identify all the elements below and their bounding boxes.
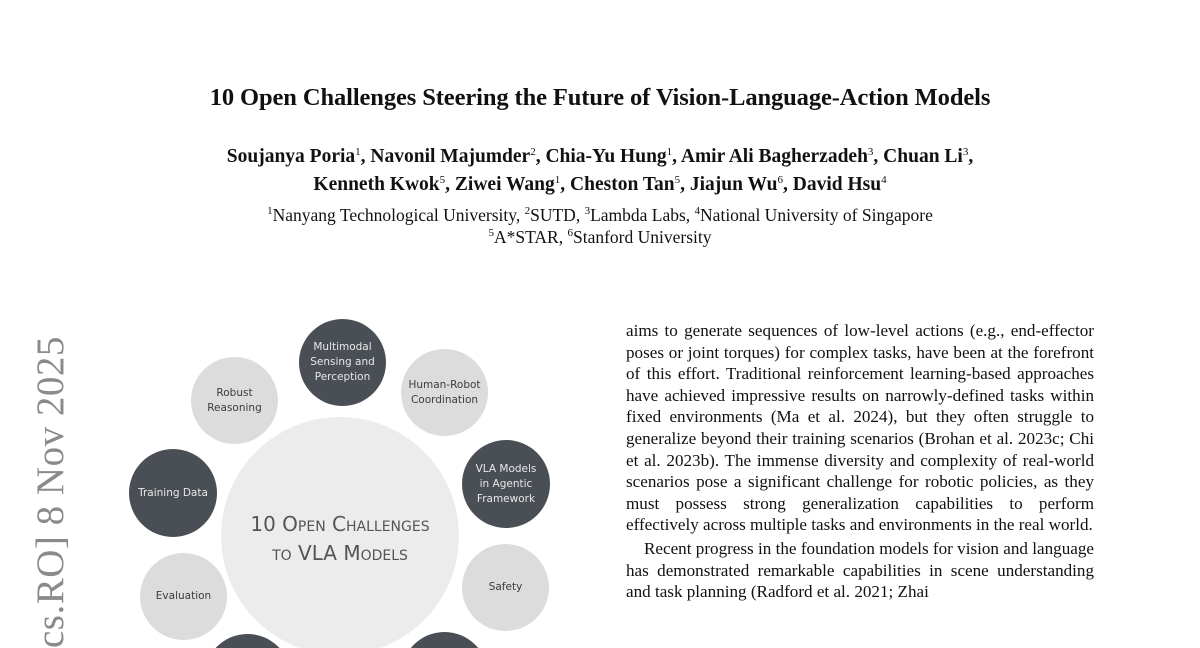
challenge-bubble-training-data [129,449,217,537]
affiliation-mark: 5 [488,227,494,239]
challenge-label-line: Robust [216,386,253,399]
affiliation-name: Nanyang Technological University [272,205,516,225]
challenge-bubble-safety [462,544,549,631]
author-line-2: Kenneth Kwok$^5$, Ziwei Wang$^1$, Cheston Tan$^5$, Jiajun Wu$^6$, David Hsu$^4$ [313,174,887,195]
author-list [0,143,1200,199]
affiliation-name: Stanford University [572,227,712,247]
affiliation-name: SUTD [530,205,576,225]
author-name: Chuan Li [883,146,963,167]
author-name: Ziwei Wang [454,174,555,195]
challenge-label [476,462,537,507]
affiliation-mark: 6 [567,227,573,239]
author-affiliation-mark: 4 [881,174,887,186]
challenge-label-line: Training Data [138,486,208,499]
author-name: Jiajun Wu [689,174,778,195]
challenge-bubble-agentic [462,440,550,528]
challenge-bubble-bottom-right [401,632,488,648]
affiliation-line-2: $^5$A*STAR, $^6$Stanford University [488,227,712,247]
challenges-figure [100,300,600,648]
affiliation-name: National University of Singapore [700,205,933,225]
center-title-line-2: to VLA Models [272,541,408,565]
author-affiliation-mark: 5 [674,174,681,186]
challenge-label [489,580,523,595]
author-affiliation-mark: 5 [439,174,446,186]
author-name: Cheston Tan [570,174,675,195]
challenge-label-line: Human-Robot [408,378,481,391]
affiliation-mark: 4 [694,205,701,217]
challenge-label-line: Multimodal [313,341,372,353]
challenge-label-line: Safety [488,581,523,593]
author-name: Kenneth Kwok [313,174,440,195]
challenge-label [156,589,211,604]
body-column [626,320,1094,603]
challenge-label [207,386,262,416]
author-name: Chia-Yu Hung [545,146,667,167]
body-paragraph-2: Recent progress in the foundation models for vision and language has demonstrated remarkable capabilities in scene understanding and task planning (Radford et al. 2021; Zhai [626,538,1094,602]
challenge-label [408,378,480,408]
challenge-bubble-human-robot [401,349,488,436]
author-affiliation-mark: 1 [355,146,361,158]
affiliation-line-1: $^1$Nanyang Technological University, $^2$SUTD, $^3$Lambda Labs, $^4$National University of Singapore [267,205,933,225]
author-name: Soujanya Poria [226,146,356,167]
challenge-label-line: Evaluation [155,590,212,602]
arxiv-stamp: cs.RO] 8 Nov 2025 [29,336,72,648]
affiliation-mark: 1 [267,205,273,217]
author-affiliation-mark: 3 [962,146,969,158]
body-paragraph-1: aims to generate sequences of low-level actions (e.g., end-effector poses or joint torques) for complex tasks, have been at the forefront of this effort. Traditional reinforcement learning-based approaches have achieved impressive results on narrowly-defined tasks within fixed environments (Ma et al. 2024), but they often struggle to generalize beyond their training scenarios (Brohan et al. 2023c; Chi et al. 2023b). The immense diversity and complexity of real-world scenarios pose a significant challenge for robotic policies, as they must possess strong generalization capabilities to perform effectively across multiple tasks and environments in the real world. [626,321,1094,535]
author-affiliation-mark: 1 [666,146,673,158]
author-affiliation-mark: 2 [530,146,536,158]
author-affiliation-mark: 6 [777,174,783,186]
challenge-label-line: in Agentic [479,477,533,490]
challenge-label-line: VLA Models [475,462,537,475]
affiliation-name: A*STAR [493,227,559,247]
paper-title: 10 Open Challenges Steering the Future of Vision-Language-Action Models [209,84,991,111]
center-title [221,510,459,568]
challenge-bubble-robust-reasoning [191,357,278,444]
author-name: Amir Ali Bagherzadeh [680,146,868,167]
challenge-bubble-multimodal [299,319,386,406]
affiliation-mark: 2 [524,205,531,217]
challenge-label [138,486,208,501]
affiliation-name: Lambda Labs [590,205,686,225]
author-name: David Hsu [792,174,882,195]
challenge-label-line: Perception [314,371,371,383]
challenge-label-line: Sensing and [310,356,375,368]
author-name: Navonil Majumder [370,146,531,167]
affiliation-list [0,204,1200,248]
challenge-label [310,340,375,385]
author-line-1: Soujanya Poria$^1$, Navonil Majumder$^2$, Chia-Yu Hung$^1$, Amir Ali Bagherzadeh$^3$, Chuan Li$^3$, [226,146,974,167]
challenge-label-line: Framework [476,492,536,505]
affiliation-mark: 3 [584,205,591,217]
center-title-line-1: 10 Open Challenges [250,512,430,536]
challenge-label-line: Reasoning [207,401,262,414]
author-affiliation-mark: 1 [554,174,561,186]
challenge-bubble-evaluation [140,553,227,640]
challenge-label-line: Coordination [410,393,479,406]
author-affiliation-mark: 3 [867,146,874,158]
